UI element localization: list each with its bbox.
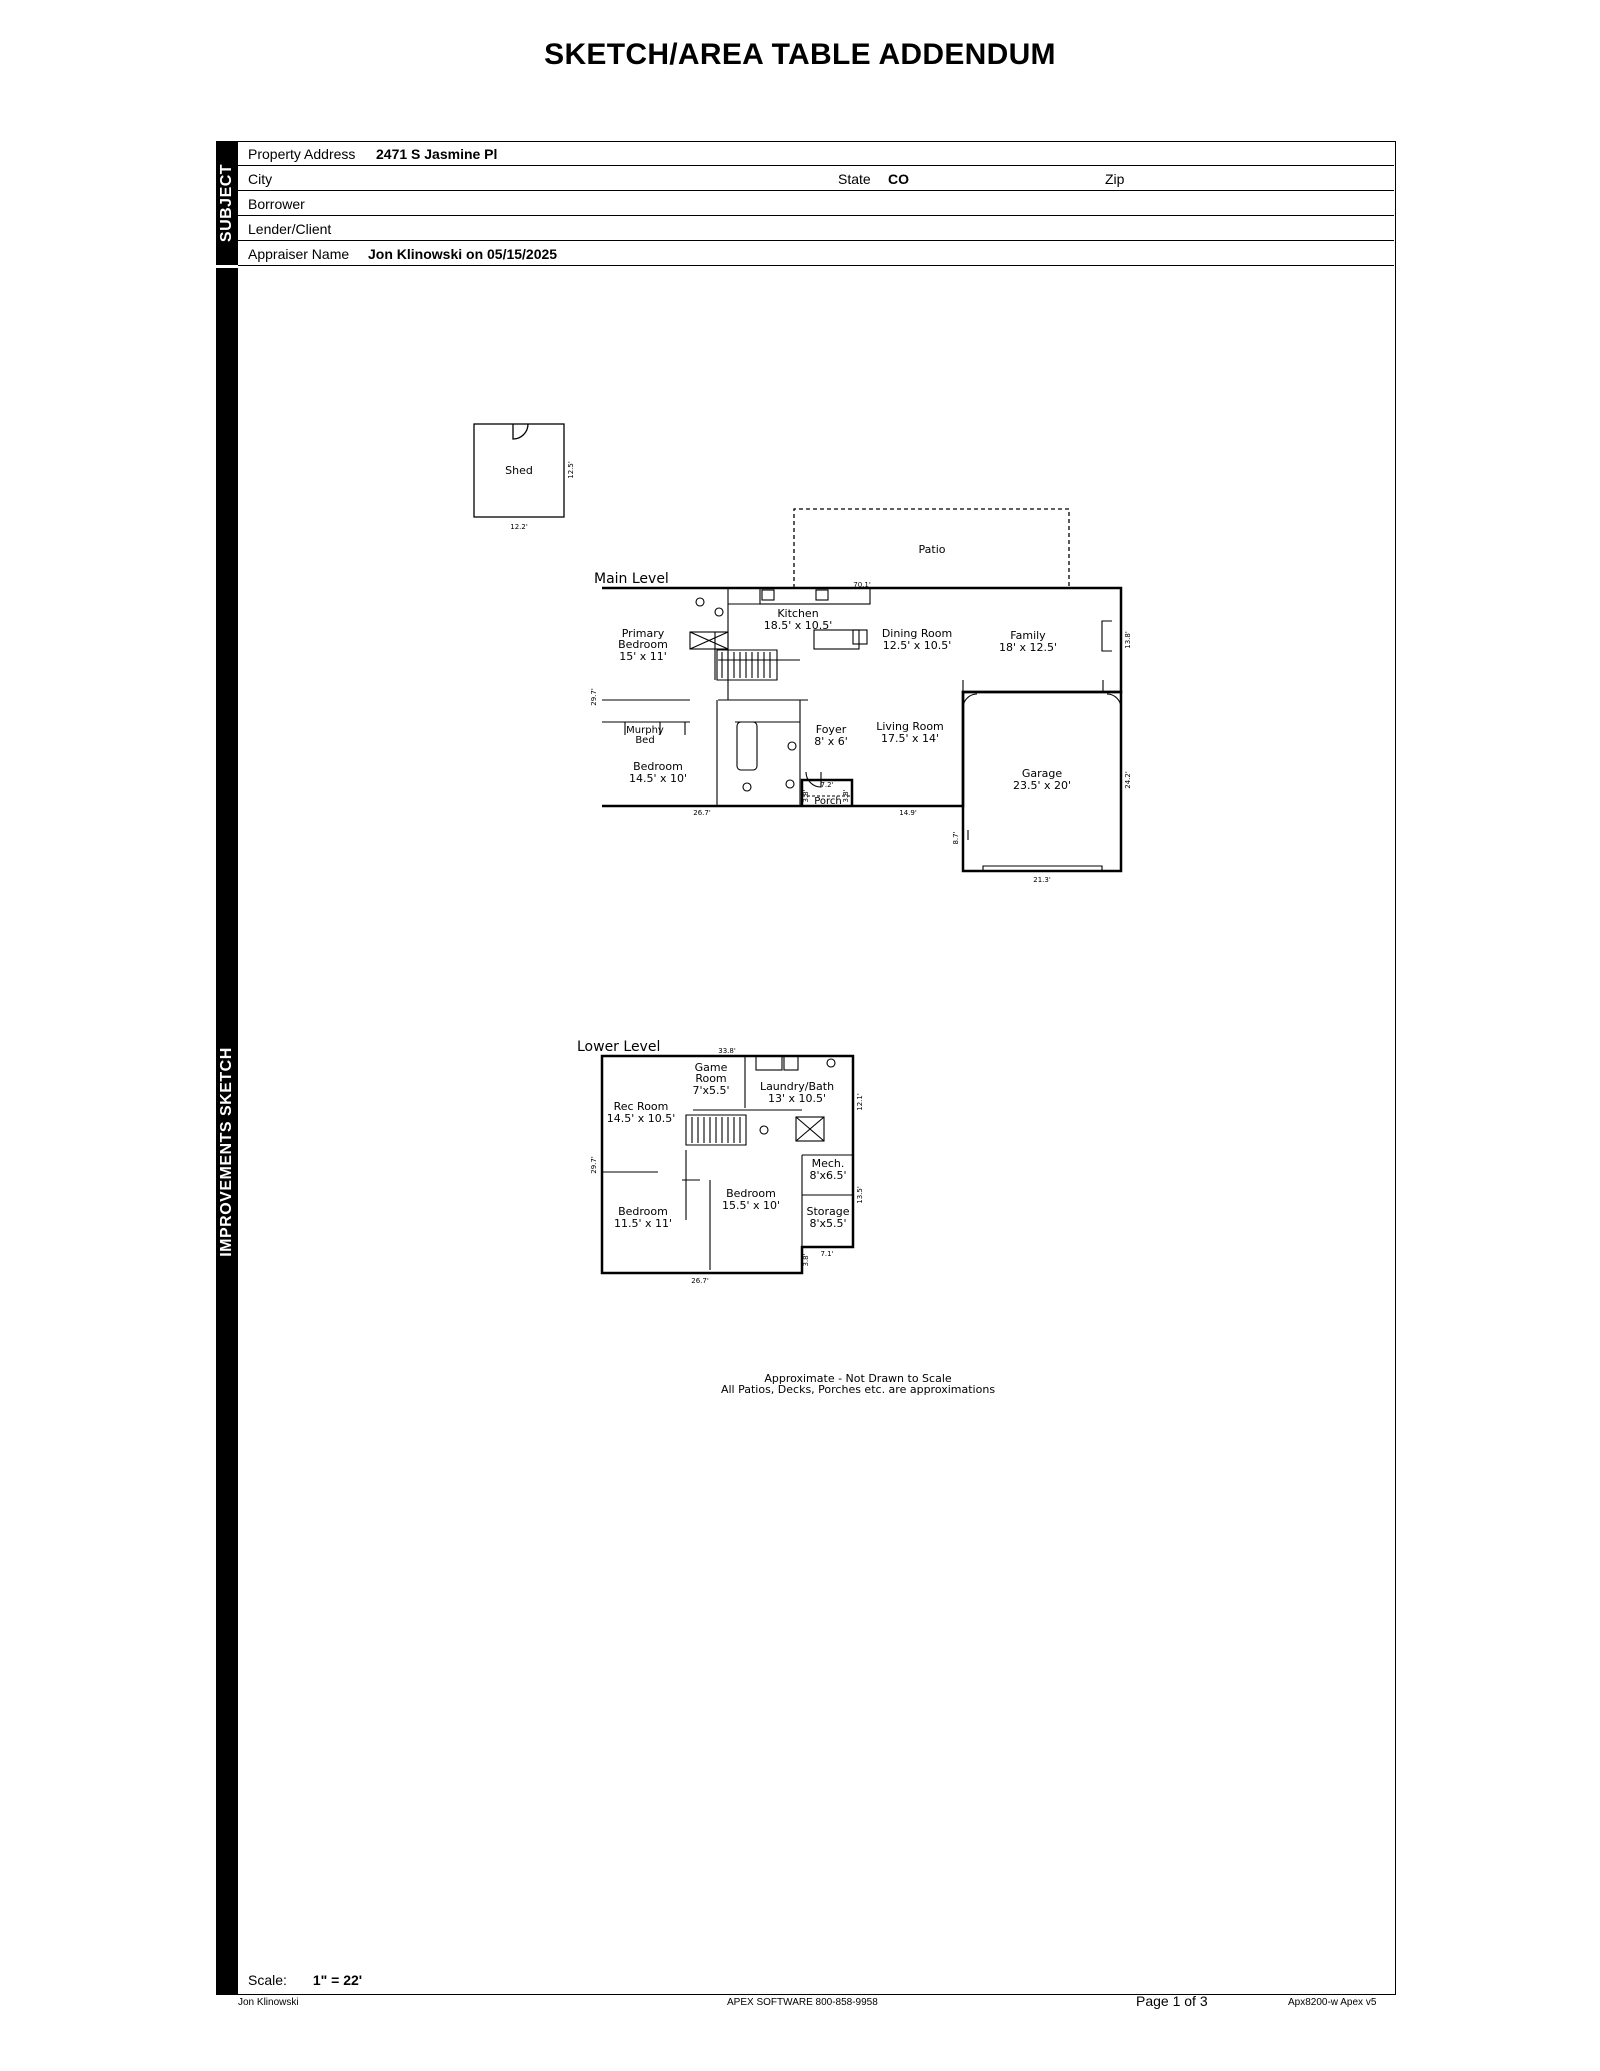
garage-left-dim: 8.7' <box>952 831 960 845</box>
lower-right-top-dim: 12.1' <box>856 1093 864 1111</box>
murphy-label: Murphy <box>626 725 664 736</box>
footer-appraiser: Jon Klinowski <box>238 1997 299 2008</box>
main-level-title: Main Level <box>594 571 669 587</box>
property-address-value: 2471 S Jasmine Pl <box>376 146 498 162</box>
main-top-dim: 70.1' <box>853 581 871 589</box>
shed-width-dim: 12.2' <box>510 523 528 531</box>
game-size: 7'x5.5' <box>692 1084 730 1097</box>
laundry-size: 13' x 10.5' <box>767 1092 827 1105</box>
kitchen-label: Kitchen <box>777 607 819 620</box>
garage-size: 23.5' x 20' <box>1012 779 1072 792</box>
mech-label: Mech. <box>811 1157 845 1170</box>
subject-section-label: SUBJECT <box>218 163 235 243</box>
bedroom2-label: Bedroom <box>726 1187 776 1200</box>
porch-width-dim: 7.2' <box>820 781 834 789</box>
lower-notch-height-dim: 3.8' <box>802 1253 810 1267</box>
state-value: CO <box>888 171 909 187</box>
kitchen-size: 18.5' x 10.5' <box>763 619 833 632</box>
approximations-note: All Patios, Decks, Porches etc. are approximations <box>720 1383 996 1396</box>
page-title: SKETCH/AREA TABLE ADDENDUM <box>544 38 1056 71</box>
mech-size: 8'x6.5' <box>809 1169 847 1182</box>
footer-page-number: Page 1 of 3 <box>1136 1993 1208 2009</box>
garage-right-dim: 24.2' <box>1124 771 1132 789</box>
bedroom1-size: 11.5' x 11' <box>613 1217 673 1230</box>
foyer-label: Foyer <box>815 723 847 736</box>
living-size: 17.5' x 14' <box>880 732 940 745</box>
appraiser-label: Appraiser Name <box>248 246 350 262</box>
family-size: 18' x 12.5' <box>998 641 1058 654</box>
bedroom-size: 14.5' x 10' <box>628 772 688 785</box>
scale-value: 1" = 22' <box>312 1972 363 1988</box>
primary-label: Primary <box>621 627 665 640</box>
porch-left-dim: 3.8' <box>802 789 810 803</box>
lower-left-dim: 29.7' <box>590 1156 598 1174</box>
foyer-size: 8' x 6' <box>814 735 848 748</box>
state-label: State <box>838 171 871 187</box>
shed-label: Shed <box>505 464 533 477</box>
appraiser-value: Jon Klinowski on 05/15/2025 <box>368 246 558 262</box>
rec-label: Rec Room <box>613 1100 669 1113</box>
shed-height-dim: 12.5' <box>567 461 575 479</box>
bedroom1-label: Bedroom <box>618 1205 668 1218</box>
porch-label: Porch <box>814 796 842 807</box>
garage-label: Garage <box>1021 767 1063 780</box>
lender-label: Lender/Client <box>248 221 332 237</box>
main-bottom-left-dim: 26.7' <box>693 809 711 817</box>
scale-row <box>248 1972 362 1988</box>
primary-label-2: Bedroom <box>618 638 668 651</box>
city-label: City <box>248 171 273 187</box>
primary-size: 15' x 11' <box>619 650 667 663</box>
patio-label: Patio <box>918 543 946 556</box>
dining-size: 12.5' x 10.5' <box>882 639 952 652</box>
porch-right-dim: 3.8' <box>842 789 850 803</box>
zip-label: Zip <box>1105 171 1125 187</box>
main-bottom-mid-dim: 14.9' <box>899 809 917 817</box>
bedroom-label: Bedroom <box>633 760 683 773</box>
property-address-label: Property Address <box>248 146 356 162</box>
lower-level-title: Lower Level <box>577 1039 661 1055</box>
sketch-section-label: IMPROVEMENTS SKETCH <box>218 1047 235 1257</box>
scale-label: Scale: <box>248 1972 287 1988</box>
main-left-dim: 29.7' <box>590 688 598 706</box>
laundry-label: Laundry/Bath <box>759 1080 835 1093</box>
shed-door-icon <box>513 424 528 439</box>
approximate-note: Approximate - Not Drawn to Scale <box>764 1372 952 1385</box>
living-label: Living Room <box>876 720 944 733</box>
game-label: Game <box>694 1061 728 1074</box>
lower-bottom-dim: 26.7' <box>691 1277 709 1285</box>
garage-bottom-dim: 21.3' <box>1033 876 1051 884</box>
storage-size: 8'x5.5' <box>809 1217 847 1230</box>
family-right-dim: 13.8' <box>1124 631 1132 649</box>
lower-right-mid-dim: 13.5' <box>856 1186 864 1204</box>
lower-notch-width-dim: 7.1' <box>820 1250 834 1258</box>
footer-software: APEX SOFTWARE 800-858-9958 <box>727 1997 878 2008</box>
family-label: Family <box>1010 629 1046 642</box>
footer-form-id: Apx8200-w Apex v5 <box>1288 1997 1377 2008</box>
borrower-label: Borrower <box>248 196 305 212</box>
dining-label: Dining Room <box>881 627 953 640</box>
storage-label: Storage <box>806 1205 850 1218</box>
murphy-label-2: Bed <box>635 735 655 746</box>
game-label-2: Room <box>695 1072 727 1085</box>
bedroom2-size: 15.5' x 10' <box>721 1199 781 1212</box>
lower-top-dim: 33.8' <box>718 1047 736 1055</box>
rec-size: 14.5' x 10.5' <box>606 1112 676 1125</box>
